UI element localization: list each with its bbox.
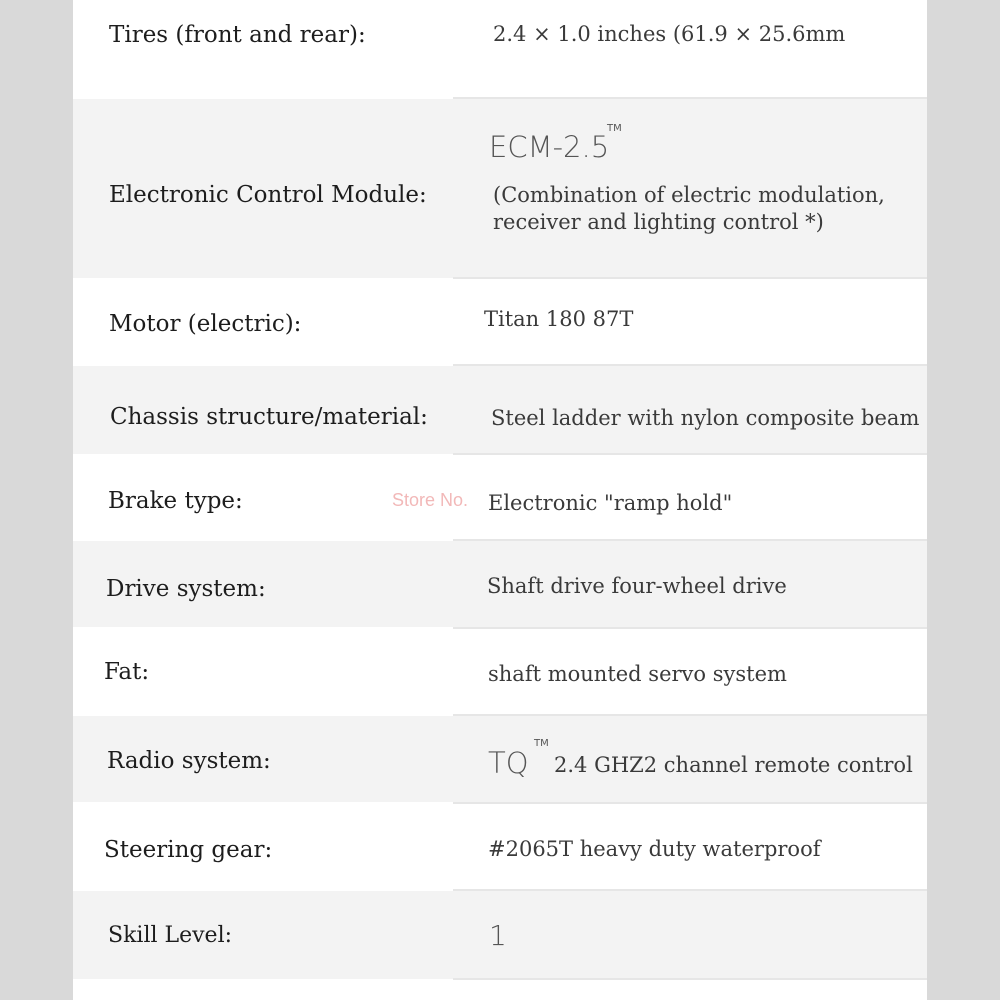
spec-value-brand: TQ [488,746,529,780]
spec-row-tires [73,0,927,98]
trademark-mark: TM [534,738,549,749]
spec-label: Fat: [104,659,150,685]
spec-value: shaft mounted servo system [488,662,787,686]
spec-value: Shaft drive four-wheel drive [487,574,787,598]
spec-row-skill [73,891,927,979]
spec-value: Titan 180 87T [484,307,634,331]
spec-value: 1 [489,919,507,952]
spec-row-motor [73,279,927,365]
spec-label: Skill Level: [108,923,233,948]
spec-label: Radio system: [107,748,271,774]
spec-value: 2.4 GHZ2 channel remote control [554,753,913,777]
spec-value: Electronic "ramp hold" [488,491,733,515]
spec-table [73,0,927,1000]
spec-value: Steel ladder with nylon composite beam [491,406,920,430]
spec-row-brake [73,455,927,539]
spec-row-partial [73,980,927,1000]
spec-label: Steering gear: [104,837,273,863]
spec-row-fat [73,629,927,715]
spec-label: Brake type: [108,488,243,514]
spec-value-line: (Combination of electric modulation, [493,183,885,207]
spec-row-drive [73,541,927,627]
spec-row-chassis [73,366,927,454]
spec-value: #2065T heavy duty waterproof [488,837,821,861]
spec-label: Electronic Control Module: [109,182,427,208]
spec-value-line: receiver and lighting control *) [493,210,824,234]
spec-value-model: ECM-2.5 [489,130,610,164]
spec-row-steering [73,804,927,889]
spec-row-ecm [73,99,927,278]
spec-label: Motor (electric): [109,311,302,337]
spec-value: 2.4 × 1.0 inches (61.9 × 25.6mm [493,22,846,46]
store-watermark: Store No. [392,490,469,510]
spec-label: Drive system: [106,576,266,602]
spec-label: Chassis structure/material: [110,404,428,430]
spec-row-radio [73,716,927,802]
spec-label: Tires (front and rear): [109,22,366,48]
trademark-mark: TM [607,123,622,134]
